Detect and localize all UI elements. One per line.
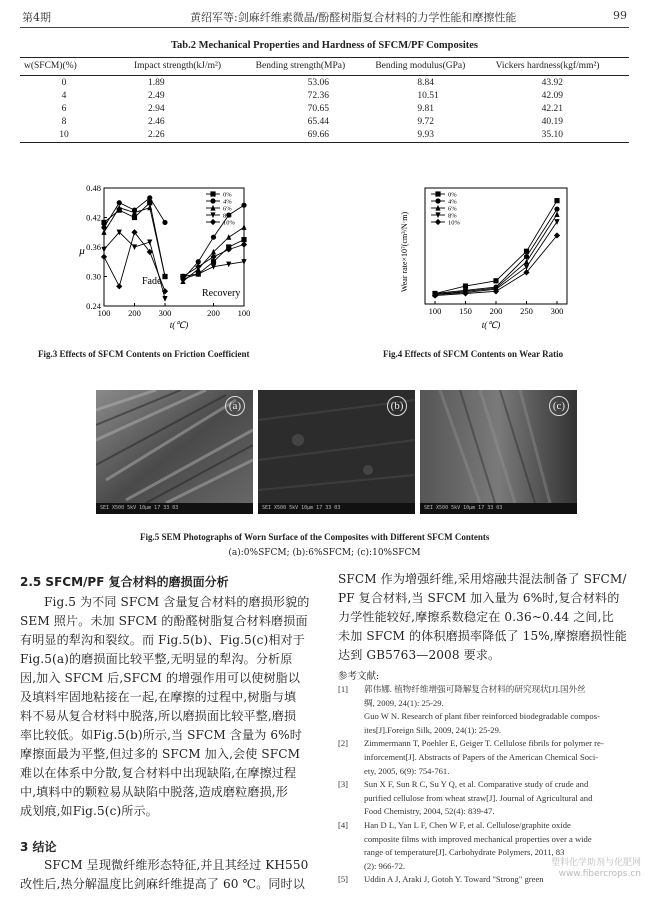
sem-footer-b: SEI X500 5kV 10μm 17 33 03 xyxy=(258,503,415,514)
section-2-5-title: 2.5 SFCM/PF 复合材料的磨损面分析 xyxy=(20,575,229,589)
table-cell: 43.92 xyxy=(541,77,563,88)
body-line: 达到 GB5763—2008 要求。 xyxy=(338,648,501,662)
wear-rate-chart xyxy=(395,180,575,330)
body-line: 力学性能较好,摩擦系数稳定在 0.36~0.44 之间,比 xyxy=(338,610,614,624)
fig4-x-label: t(℃) xyxy=(481,320,501,330)
reference-line: Han D L, Yan L F, Chen W F, et al. Cellulose/graphite oxide xyxy=(364,819,571,830)
body-line: 改性后,热分解温度比剑麻纤维提高了 60 ℃。同时以 xyxy=(20,877,305,891)
sem-footer-a: SEI X500 5kV 10μm 17 33 03 xyxy=(96,503,253,514)
data-point xyxy=(241,241,247,247)
data-point xyxy=(435,191,440,196)
reference-number: [3] xyxy=(338,779,349,790)
section-2-5-body xyxy=(20,593,320,821)
table-cell: 9.81 xyxy=(417,103,434,114)
body-line: SEM 照片。未加 SFCM 的酚醛树脂复合材料磨损面 xyxy=(20,614,308,628)
table-row xyxy=(20,76,629,90)
legend-label: 6% xyxy=(448,205,457,213)
legend-label: 4% xyxy=(448,198,457,206)
body-line: 因,加入 SFCM 后,SFCM 的增强作用可以使树脂以 xyxy=(20,671,301,685)
body-line: Fig.5 为不同 SFCM 含量复合材料的磨损形貌的 xyxy=(44,595,310,609)
data-point xyxy=(132,244,137,250)
legend-label: 0% xyxy=(448,191,457,199)
y-tick-label: 0.42 xyxy=(86,212,101,223)
panel-label-a: (a) xyxy=(225,396,245,416)
table-cell: 9.93 xyxy=(371,129,491,143)
legend-label: 8% xyxy=(448,212,457,220)
watermark-line: 塑料化学助剂与化肥网 xyxy=(550,858,641,868)
fig5-subcaption: (a):0%SFCM; (b):6%SFCM; (c):10%SFCM xyxy=(228,548,421,558)
header-rule xyxy=(20,27,629,28)
table-cell: 2.49 xyxy=(148,90,165,101)
references-title: 参考文献: xyxy=(338,671,380,682)
reference-item xyxy=(338,778,634,819)
sem-footer-c: SEI X500 5kV 10μm 17 33 03 xyxy=(420,503,577,514)
table-cell: 8 xyxy=(61,117,67,128)
references-list xyxy=(338,683,634,887)
friction-coefficient-chart xyxy=(66,180,266,330)
reference-number: [4] xyxy=(338,819,349,830)
legend-label: 4% xyxy=(223,198,232,206)
reference-line: Uddin A J, Araki J, Gotoh Y. Toward "Strong" green xyxy=(364,874,544,885)
table-row xyxy=(20,102,629,115)
fig3-y-label: μ xyxy=(79,245,85,257)
reference-line: 绸, 2009, 24(1): 25-29. xyxy=(364,697,444,708)
section-3-body xyxy=(20,856,320,894)
column-header: Bending modulus(GPa) xyxy=(371,58,491,76)
reference-line: composite films with improved mechanical properties over a wide xyxy=(364,833,592,844)
body-line: 摩擦面最为平整,但过多的 SFCM 加入,会使 SFCM xyxy=(20,747,301,761)
data-point xyxy=(211,235,216,240)
series-line-8pct xyxy=(104,232,165,298)
reference-line: Sun X F, Sun R C, Su Y Q, et al. Comparative study of crude and xyxy=(364,779,589,790)
table-cell: 8.84 xyxy=(417,77,434,88)
table-cell: 35.10 xyxy=(492,129,629,143)
recovery-label: Recovery xyxy=(202,288,241,299)
y-tick-label: 0.30 xyxy=(86,271,101,282)
table-cell: 0 xyxy=(61,77,67,88)
table-row xyxy=(20,116,629,129)
data-point xyxy=(210,198,215,203)
x-tick-label: 150 xyxy=(459,306,472,316)
table-cell: 6 xyxy=(61,103,67,114)
watermark-line: www.fibercrops.cn xyxy=(558,869,641,879)
data-point xyxy=(435,219,441,225)
fig4-y-label: Wear rate×10⁷(cm³/N·m) xyxy=(400,211,409,293)
data-point xyxy=(554,206,559,211)
conclusion-continued xyxy=(338,570,634,665)
fig3-x-label: t(℃) xyxy=(169,320,189,330)
table-row xyxy=(20,89,629,102)
data-point xyxy=(226,234,231,240)
fig3-caption: Fig.3 Effects of SFCM Contents on Friction Coefficient xyxy=(38,349,250,359)
reference-line: inforcement[J]. Abstracts of Papers of the American Chemical Soci- xyxy=(364,751,599,762)
section-3-title: 3 结论 xyxy=(20,840,57,854)
body-line: 料不易从复合材料中脱落,所以磨损面比较平整,磨损 xyxy=(20,709,297,723)
data-point xyxy=(132,215,137,220)
page-number: 99 xyxy=(613,9,627,22)
panel-label-b: (b) xyxy=(387,396,407,416)
table-title: Tab.2 Mechanical Properties and Hardness of SFCM/PF Composites xyxy=(170,40,479,51)
table-cell: 70.65 xyxy=(307,103,330,114)
reference-line: 郭伟娜. 植物纤维增强可降解复合材料的研究现状[J].国外丝 xyxy=(364,684,586,694)
legend-label: 0% xyxy=(223,191,232,199)
body-line: SFCM 作为增强纤维,采用熔融共混法制备了 SFCM/ xyxy=(338,572,627,586)
table-header-row xyxy=(20,58,629,76)
body-line: Fig.5(a)的磨损面比较平整,无明显的犁沟。分析原 xyxy=(20,652,293,666)
reference-line: (2): 966-72. xyxy=(364,860,406,871)
table-cell: 1.89 xyxy=(148,77,165,88)
table-cell: 2.26 xyxy=(108,129,252,143)
sem-photo-a xyxy=(96,390,253,514)
data-point xyxy=(101,254,107,260)
reference-line: range of temperature[J]. Carbohydrate Polymers, 2011, 83 xyxy=(364,847,565,858)
table-cell: 2.46 xyxy=(148,117,165,128)
issue-number: 第4期 xyxy=(22,11,51,24)
legend-label: 10% xyxy=(448,219,460,227)
body-line: 成划痕,如Fig.5(c)所示。 xyxy=(20,804,158,818)
panel-label-c: (c) xyxy=(549,396,569,416)
x-tick-label: 100 xyxy=(237,308,251,318)
x-tick-label: 300 xyxy=(158,308,172,318)
y-tick-label: 0.48 xyxy=(86,183,101,193)
table-cell: 10.51 xyxy=(417,90,439,101)
sem-photo-b xyxy=(258,390,415,514)
legend-label: 10% xyxy=(223,219,235,227)
data-point xyxy=(493,278,498,283)
column-header: Bending strength(MPa) xyxy=(252,58,372,76)
reference-line: ites[J].Foreign Silk, 2009, 24(1): 25-29. xyxy=(364,724,502,735)
body-line: 有明显的犁沟和裂纹。而 Fig.5(b)、Fig.5(c)相对于 xyxy=(20,633,305,647)
body-line: SFCM 呈现微纤维形态特征,并且其经过 KH550 xyxy=(44,858,309,872)
body-line: 率比较低。如Fig.5(b)所示,当 SFCM 含量为 6%时 xyxy=(20,728,302,742)
reference-line: Guo W N. Research of plant fiber reinforced biodegradable compos- xyxy=(364,711,600,722)
table-row xyxy=(20,129,629,143)
reference-item xyxy=(338,683,634,737)
legend-label: 8% xyxy=(223,212,232,220)
data-point xyxy=(554,198,559,203)
data-point xyxy=(210,219,216,225)
reference-number: [2] xyxy=(338,738,349,749)
column-header: Vickers hardness(kgf/mm²) xyxy=(492,58,629,76)
x-tick-label: 100 xyxy=(97,308,111,318)
data-point xyxy=(241,224,246,230)
legend-label: 6% xyxy=(223,205,232,213)
reference-line: purified cellulose from wheat straw[J]. Journal of Agricultural and xyxy=(364,792,593,803)
data-point xyxy=(211,264,216,270)
reference-number: [1] xyxy=(338,684,349,694)
reference-line: ety, 2005, 6(9): 754-761. xyxy=(364,765,450,776)
data-point xyxy=(241,203,246,208)
running-title: 黄绍军等:剑麻纤维素微晶/酚醛树脂复合材料的力学性能和摩擦性能 xyxy=(190,11,517,24)
table-cell: 40.19 xyxy=(541,117,563,128)
reference-item xyxy=(338,737,634,778)
table-cell: 69.66 xyxy=(252,129,372,143)
data-point xyxy=(101,247,106,253)
y-tick-label: 0.36 xyxy=(86,242,101,252)
table-cell: 42.21 xyxy=(541,103,563,114)
body-line: 未加 SFCM 的体积磨损率降低了 15%,摩擦磨损性能 xyxy=(338,629,627,643)
x-tick-label: 250 xyxy=(520,306,533,316)
table-cell: 10 xyxy=(20,129,108,143)
x-tick-label: 200 xyxy=(207,308,220,318)
table-cell: 42.09 xyxy=(541,90,563,101)
data-point xyxy=(116,283,122,289)
table-cell: 4 xyxy=(61,90,67,101)
body-line: 及填料牢固地粘接在一起,在摩擦的过程中,树脂与填 xyxy=(20,690,297,704)
table-cell: 9.72 xyxy=(417,117,434,128)
x-tick-label: 300 xyxy=(550,306,564,316)
data-point xyxy=(435,198,440,203)
sem-photo-c xyxy=(420,390,577,514)
data-point xyxy=(147,205,152,211)
properties-table xyxy=(20,57,629,143)
fade-label: Fade xyxy=(142,276,162,287)
watermark xyxy=(551,858,641,880)
data-point xyxy=(162,220,167,225)
column-header: Impact strength(kJ/m²) xyxy=(108,58,252,76)
table-cell: 53.06 xyxy=(307,77,330,88)
reference-line: Zimmermann T, Poehler E, Geiger T. Cellulose fibrils for polymer re- xyxy=(364,738,604,749)
x-tick-label: 200 xyxy=(489,306,503,316)
data-point xyxy=(210,191,215,196)
column-header: w(SFCM)(%) xyxy=(20,58,108,76)
body-line: PF 复合材料,当 SFCM 加入量为 6%时,复合材料的 xyxy=(338,591,620,605)
table-cell: 2.94 xyxy=(148,103,165,114)
x-tick-label: 200 xyxy=(128,308,141,318)
table-cell: 72.36 xyxy=(307,90,330,101)
reference-number: [5] xyxy=(338,874,349,885)
data-point xyxy=(162,296,167,302)
fig5-caption: Fig.5 SEM Photographs of Worn Surface of the Composites with Different SFCM Contents xyxy=(140,532,490,542)
reference-line: Food Chemistry, 2004, 52(4): 839-47. xyxy=(364,806,495,817)
y-tick-label: 0.24 xyxy=(86,301,101,311)
data-point xyxy=(147,195,152,200)
body-line: 难以在体系中分散,复合材料中出现缺陷,在摩擦过程 xyxy=(20,766,297,780)
table-cell: 65.44 xyxy=(307,117,330,128)
body-line: 中,填料中的颗粒易从缺陷中脱落,造成磨粒磨损,形 xyxy=(20,785,288,799)
x-tick-label: 100 xyxy=(428,306,442,316)
fig4-caption: Fig.4 Effects of SFCM Contents on Wear Ratio xyxy=(383,349,564,359)
